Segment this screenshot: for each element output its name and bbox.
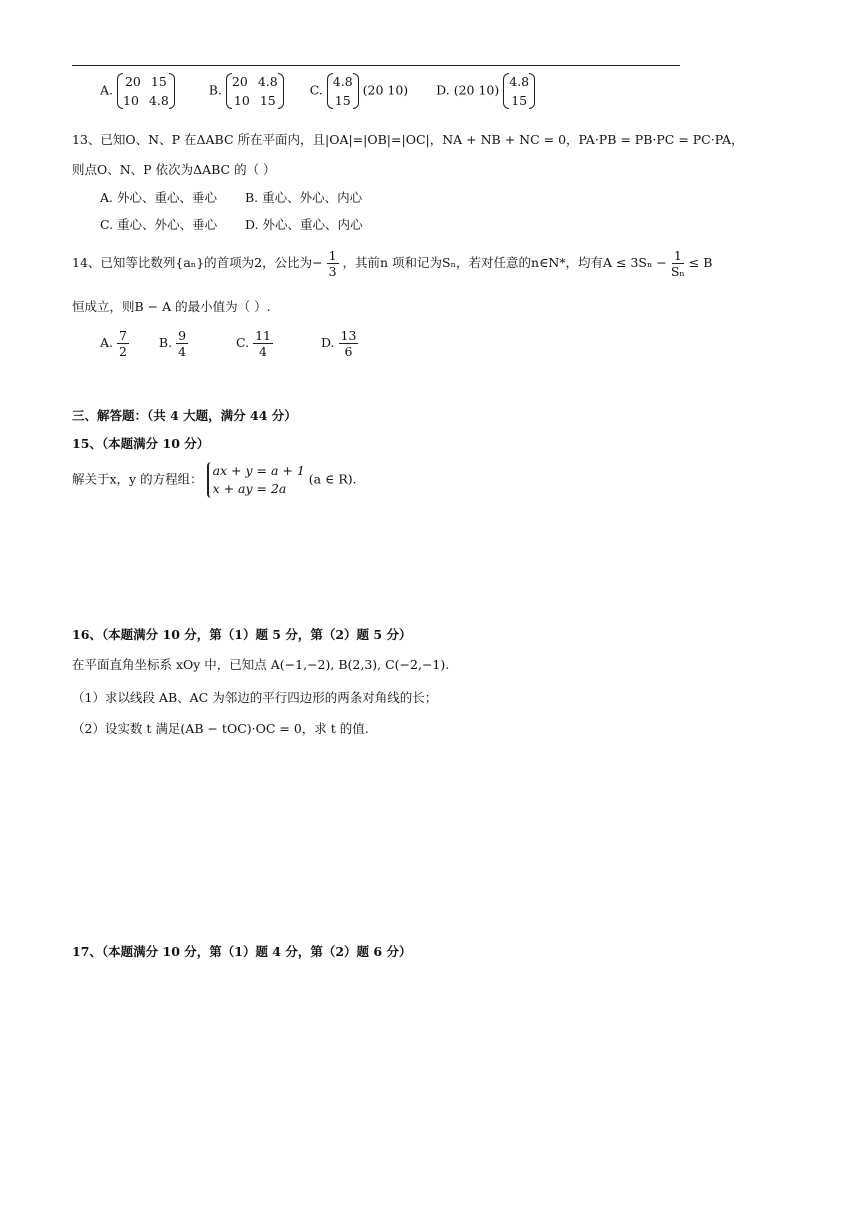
q15-suffix: (a ∈ R). bbox=[308, 471, 357, 487]
q12-option-c-label: C. bbox=[309, 82, 323, 98]
section-three-heading: 三、解答题：（共 4 大题，满分 44 分） bbox=[72, 408, 297, 423]
q13-option-c: C. 重心、外心、垂心 bbox=[100, 217, 218, 232]
q14-option-b: B. $\frac{9}{4}$ bbox=[158, 328, 187, 359]
top-rule bbox=[72, 65, 680, 66]
q13-option-a: A. 外心、重心、垂心 bbox=[100, 190, 217, 205]
q14-option-a: A. $\frac{7}{2}$ bbox=[100, 328, 127, 359]
q16-part-2: （2）设实数 t 满足(AB − tOC)·OC = 0，求 t 的值. bbox=[72, 721, 369, 736]
q15-equation-system bbox=[207, 462, 305, 498]
q16-part-1: （1）求以线段 AB、AC 为邻边的平行四边形的两条对角线的长； bbox=[72, 690, 438, 705]
q13-stem-line2: 则点O、N、P 依次为ΔABC 的（ ） bbox=[72, 162, 276, 177]
q16-intro: 在平面直角坐标系 xOy 中，已知点 A(−1,−2), B(2,3), C(−2,−1). bbox=[72, 657, 450, 672]
q12-option-d-column: 4.8 15 bbox=[503, 72, 535, 110]
q14-ratio-fraction: $\frac{1}{3}$ bbox=[328, 248, 337, 279]
q13-stem-line1: 13、已知O、N、P 在ΔABC 所在平面内，且|OA|=|OB|=|OC|，NA + NB + NC = 0，PA·PB = PB·PC = PC·PA， bbox=[72, 132, 744, 147]
q15-equation-2: x + ay = 2a bbox=[212, 481, 287, 496]
q14-option-c: C. $\frac{11}{4}$ bbox=[236, 328, 271, 359]
q12-option-b-matrix: 20 4.8 10 15 bbox=[226, 72, 284, 110]
q14-stem-line2: 恒成立，则B − A 的最小值为（ ）. bbox=[72, 299, 271, 314]
q12-option-c-row: (20 10) bbox=[362, 82, 409, 98]
q12-option-d-label: D. bbox=[436, 82, 450, 98]
q12-option-c-column: 4.8 15 bbox=[327, 72, 359, 110]
q13-option-b: B. 重心、外心、内心 bbox=[245, 190, 363, 205]
q12-option-a-matrix: 20 15 10 4.8 bbox=[117, 72, 175, 110]
q15-body bbox=[72, 462, 357, 498]
q17-heading: 17、（本题满分 10 分，第（1）题 4 分，第（2）题 6 分） bbox=[72, 944, 412, 959]
q14-stem-line1: 14、已知等比数列{aₙ}的首项为2，公比为− $\frac{1}{3}$ ，其前n 项和记为Sₙ，若对任意的n∈N*，均有A ≤ 3Sₙ − $\frac{1}{\text{Sₙ}}$ ≤ B bbox=[72, 248, 713, 279]
q15-heading: 15、（本题满分 10 分） bbox=[72, 436, 210, 451]
q12-option-d-row: (20 10) bbox=[453, 82, 500, 98]
q15-equation-1: ax + y = a + 1 bbox=[212, 463, 305, 478]
q13-option-d: D. 外心、重心、内心 bbox=[245, 217, 363, 232]
q16-heading: 16、（本题满分 10 分，第（1）题 5 分，第（2）题 5 分） bbox=[72, 627, 412, 642]
q12-option-b-label: B. bbox=[208, 82, 222, 98]
q12-option-a-label: A. bbox=[100, 82, 114, 98]
q12-options bbox=[100, 72, 535, 110]
q14-option-d: D. $\frac{13}{6}$ bbox=[320, 328, 357, 359]
q14-options bbox=[100, 328, 358, 359]
q14-inequality-fraction: $\frac{1}{\text{Sₙ}}$ bbox=[670, 248, 685, 279]
q15-prefix: 解关于x，y 的方程组： bbox=[72, 471, 203, 487]
